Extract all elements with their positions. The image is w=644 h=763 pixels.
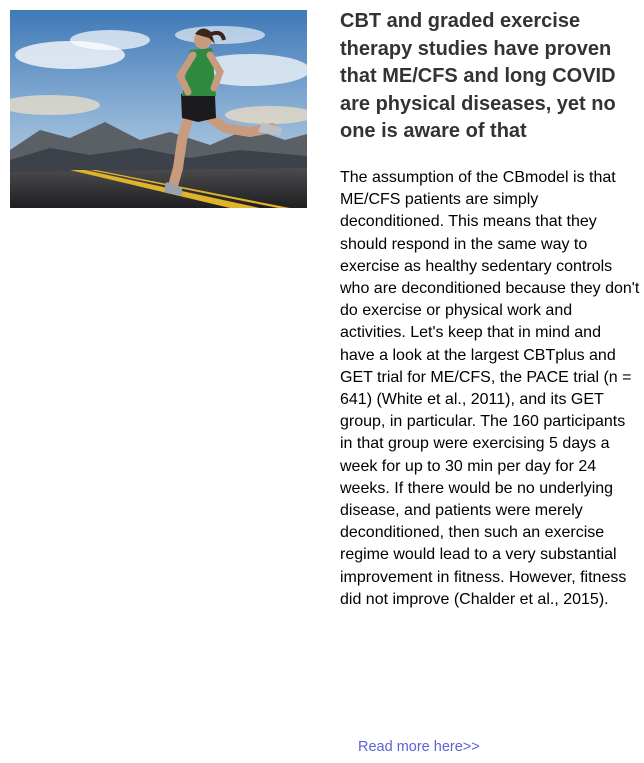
article-title: CBT and graded exercise therapy studies have proven that ME/CFS and long COVID are physical diseases, yet no one is aware of that [340,10,616,143]
article-content [340,8,640,611]
article-body: The assumption of the CBmodel is that ME/CFS patients are simply deconditioned. This means that they should respond in the same way to exercise as healthy sedentary controls who are deconditioned because they don't do exercise or physical work and activities. Let's keep that in mind and have a look at the largest CBTplus and GET trial for ME/CFS, the PACE trial (n = 641) (White et al., 2011), and its GET group, in particular. The 160 participants in that group were exercising 5 days a week for up to 30 min per day for 24 weeks. If there would be no underlying disease, and patients were merely deconditioned, then such an exercise regime would lead to a very substantial improvement in fitness. However, fitness did not improve (Chalder et al., 2015). [340,168,640,608]
read-more-link[interactable]: Read more here>> [358,739,480,755]
runner-photo-icon [10,10,307,208]
